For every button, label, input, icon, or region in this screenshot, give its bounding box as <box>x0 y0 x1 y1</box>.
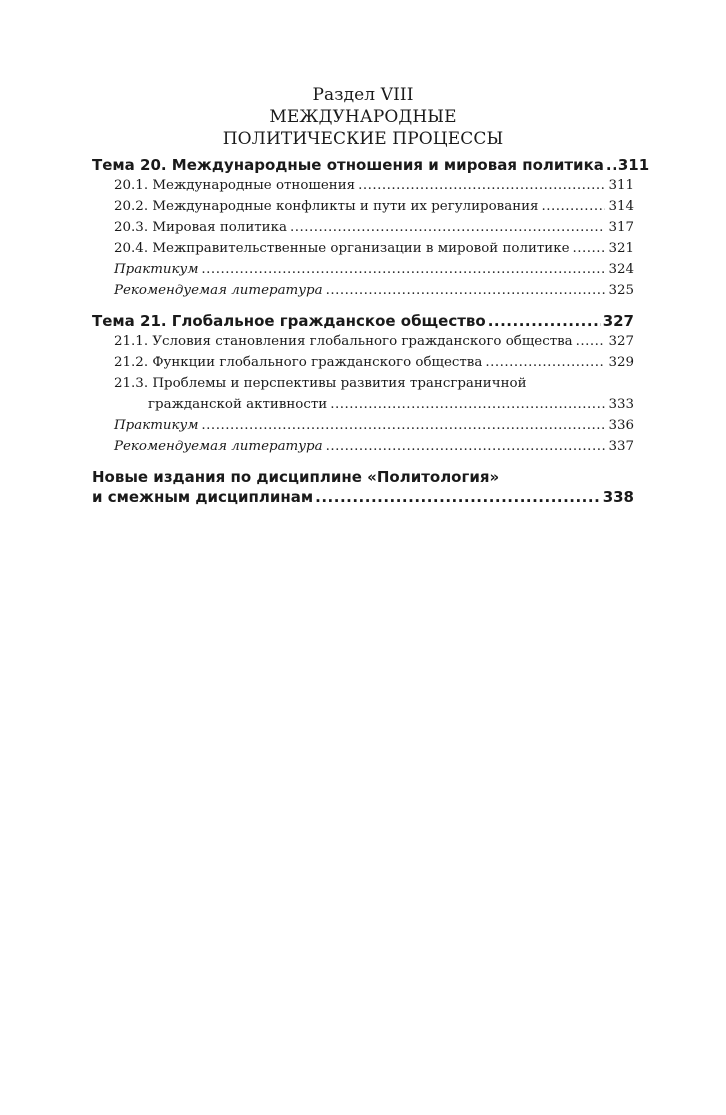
toc-entry-title-line-2: гражданской активности <box>148 397 328 412</box>
dot-leader <box>576 331 606 352</box>
toc-page-number: 337 <box>608 439 634 454</box>
toc-entry-20-1[interactable] <box>92 175 634 196</box>
dot-leader <box>201 259 605 280</box>
toc-page-number: 325 <box>608 283 634 298</box>
toc-page-number: 311 <box>617 156 650 174</box>
dot-leader <box>358 175 605 196</box>
dot-leader <box>606 155 616 175</box>
toc-theme-20[interactable] <box>92 155 650 175</box>
toc-entry-title: 21.2. Функции глобального гражданского общества <box>114 355 483 370</box>
toc-page-number: 333 <box>608 397 634 412</box>
toc-new-editions[interactable] <box>92 467 634 507</box>
dot-leader <box>488 311 601 331</box>
toc-entry-title: Рекомендуемая литература <box>114 283 323 298</box>
toc-entry-20-2[interactable] <box>92 196 634 217</box>
toc-page-number: 317 <box>608 220 634 235</box>
dot-leader <box>485 352 605 373</box>
dot-leader <box>326 436 606 457</box>
dot-leader <box>201 415 605 436</box>
toc-theme-21[interactable] <box>92 311 634 331</box>
section-title-line-1: МЕЖДУНАРОДНЫЕ <box>269 107 457 127</box>
toc-entry-21-1[interactable] <box>92 331 634 352</box>
section-heading <box>92 84 634 150</box>
toc-page-number: 324 <box>608 262 634 277</box>
toc-entry-21-practicum[interactable] <box>92 415 634 436</box>
toc-page <box>92 84 650 507</box>
toc-entry-21-2[interactable] <box>92 352 634 373</box>
toc-page-number: 338 <box>602 488 634 506</box>
toc-page-number: 329 <box>608 355 634 370</box>
toc-entry-title: Практикум <box>114 262 199 277</box>
toc-entry-21-literature[interactable] <box>92 436 634 457</box>
dot-leader <box>290 217 606 238</box>
toc-final-title-line-1: Новые издания по дисциплине «Политология» <box>92 468 500 486</box>
toc-page-number: 327 <box>602 312 634 330</box>
toc-entry-20-literature[interactable] <box>92 280 634 301</box>
section-title-line-2: ПОЛИТИЧЕСКИЕ ПРОЦЕССЫ <box>222 129 504 149</box>
dot-leader <box>326 280 606 301</box>
toc-entry-title: 20.1. Международные отношения <box>114 178 356 193</box>
toc-theme-title: Тема 21. Глобальное гражданское общество <box>92 312 486 330</box>
toc-page-number: 321 <box>608 241 634 256</box>
toc-final-title-line-2: и смежным дисциплинам <box>92 488 314 506</box>
dot-leader <box>542 196 606 217</box>
toc-entry-title: 20.3. Мировая политика <box>114 220 287 235</box>
toc-entry-20-4[interactable] <box>92 238 634 259</box>
toc-entry-21-3[interactable] <box>92 373 634 415</box>
toc-theme-title: Тема 20. Международные отношения и мировая политика <box>92 156 604 174</box>
dot-leader <box>315 487 601 507</box>
section-number: Раздел VIII <box>312 85 414 105</box>
toc-entry-title: Рекомендуемая литература <box>114 439 323 454</box>
toc-entry-20-practicum[interactable] <box>92 259 634 280</box>
toc-entry-title: 21.1. Условия становления глобального гражданского общества <box>114 334 573 349</box>
toc-entry-20-3[interactable] <box>92 217 634 238</box>
toc-entry-title-line-1: 21.3. Проблемы и перспективы развития трансграничной <box>114 376 527 391</box>
toc-page-number: 311 <box>608 178 634 193</box>
toc-entry-title: 20.4. Межправительственные организации в мировой политике <box>114 241 570 256</box>
toc-entry-title: Практикум <box>114 418 199 433</box>
dot-leader <box>573 238 606 259</box>
toc-entry-title: 20.2. Международные конфликты и пути их регулирования <box>114 199 539 214</box>
toc-page-number: 314 <box>608 199 634 214</box>
toc-page-number: 327 <box>608 334 634 349</box>
toc-page-number: 336 <box>608 418 634 433</box>
dot-leader <box>330 394 605 415</box>
